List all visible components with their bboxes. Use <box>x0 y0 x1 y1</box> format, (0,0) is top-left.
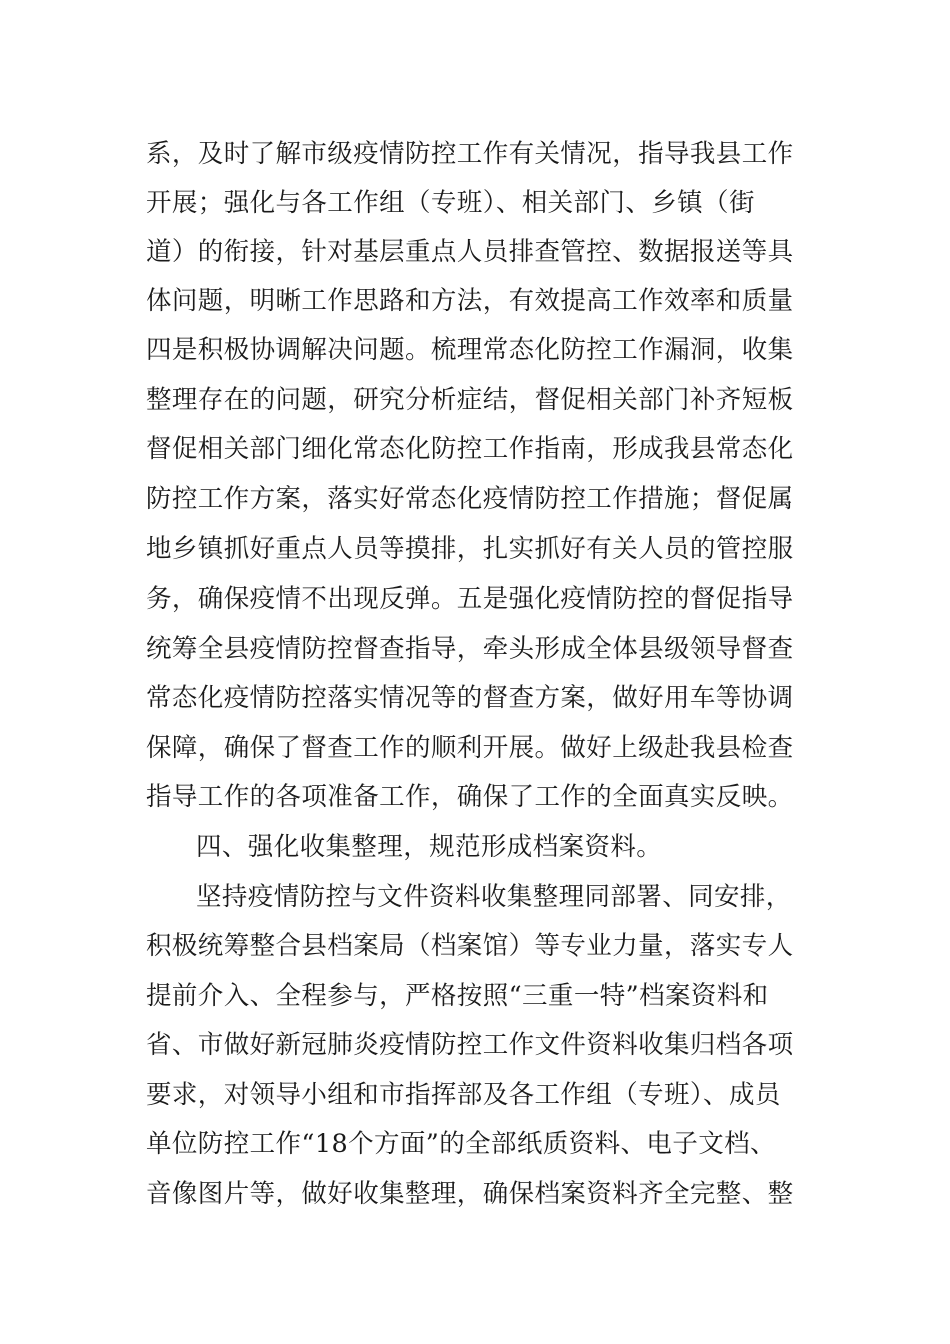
text-line: 道）的衔接，针对基层重点人员排查管控、数据报送等具 <box>146 237 794 267</box>
paragraph-first-line: 坚持疫情防控与文件资料收集整理同部署、同安排， <box>196 882 792 912</box>
text-line: 统筹全县疫情防控督查指导，牵头形成全体县级领导督查 <box>146 634 794 664</box>
text-line: 四是积极协调解决问题。梳理常态化防控工作漏洞，收集 <box>146 335 794 365</box>
text-line: 常态化疫情防控落实情况等的督查方案，做好用车等协调 <box>146 683 794 713</box>
text-line: 整理存在的问题，研究分析症结，督促相关部门补齐短板 <box>146 385 794 415</box>
section-heading: 四、强化收集整理，规范形成档案资料。 <box>196 832 663 862</box>
text-line: 积极统筹整合县档案局（档案馆）等专业力量，落实专人 <box>146 931 794 961</box>
text-line: 开展；强化与各工作组（专班）、相关部门、乡镇（街 <box>146 188 755 218</box>
text-line: 指导工作的各项准备工作，确保了工作的全面真实反映。 <box>146 782 794 812</box>
text-line: 督促相关部门细化常态化防控工作指南，形成我县常态化 <box>146 434 794 464</box>
text-line: 省、市做好新冠肺炎疫情防控工作文件资料收集归档各项 <box>146 1030 794 1060</box>
text-line: 单位防控工作“18个方面”的全部纸质资料、电子文档、 <box>146 1129 776 1159</box>
text-line: 防控工作方案，落实好常态化疫情防控工作措施；督促属 <box>146 484 794 514</box>
text-line: 系，及时了解市级疫情防控工作有关情况，指导我县工作 <box>146 139 794 169</box>
text-line: 要求，对领导小组和市指挥部及各工作组（专班）、成员 <box>146 1080 781 1110</box>
text-line: 务，确保疫情不出现反弹。五是强化疫情防控的督促指导 <box>146 584 794 614</box>
text-line: 地乡镇抓好重点人员等摸排，扎实抓好有关人员的管控服 <box>146 534 794 564</box>
text-line: 音像图片等，做好收集整理，确保档案资料齐全完整、整 <box>146 1179 794 1209</box>
text-line: 提前介入、全程参与，严格按照“三重一特”档案资料和 <box>146 981 769 1011</box>
text-line: 保障，确保了督查工作的顺利开展。做好上级赴我县检查 <box>146 733 794 763</box>
text-line: 体问题，明晰工作思路和方法，有效提高工作效率和质量 <box>146 286 794 316</box>
